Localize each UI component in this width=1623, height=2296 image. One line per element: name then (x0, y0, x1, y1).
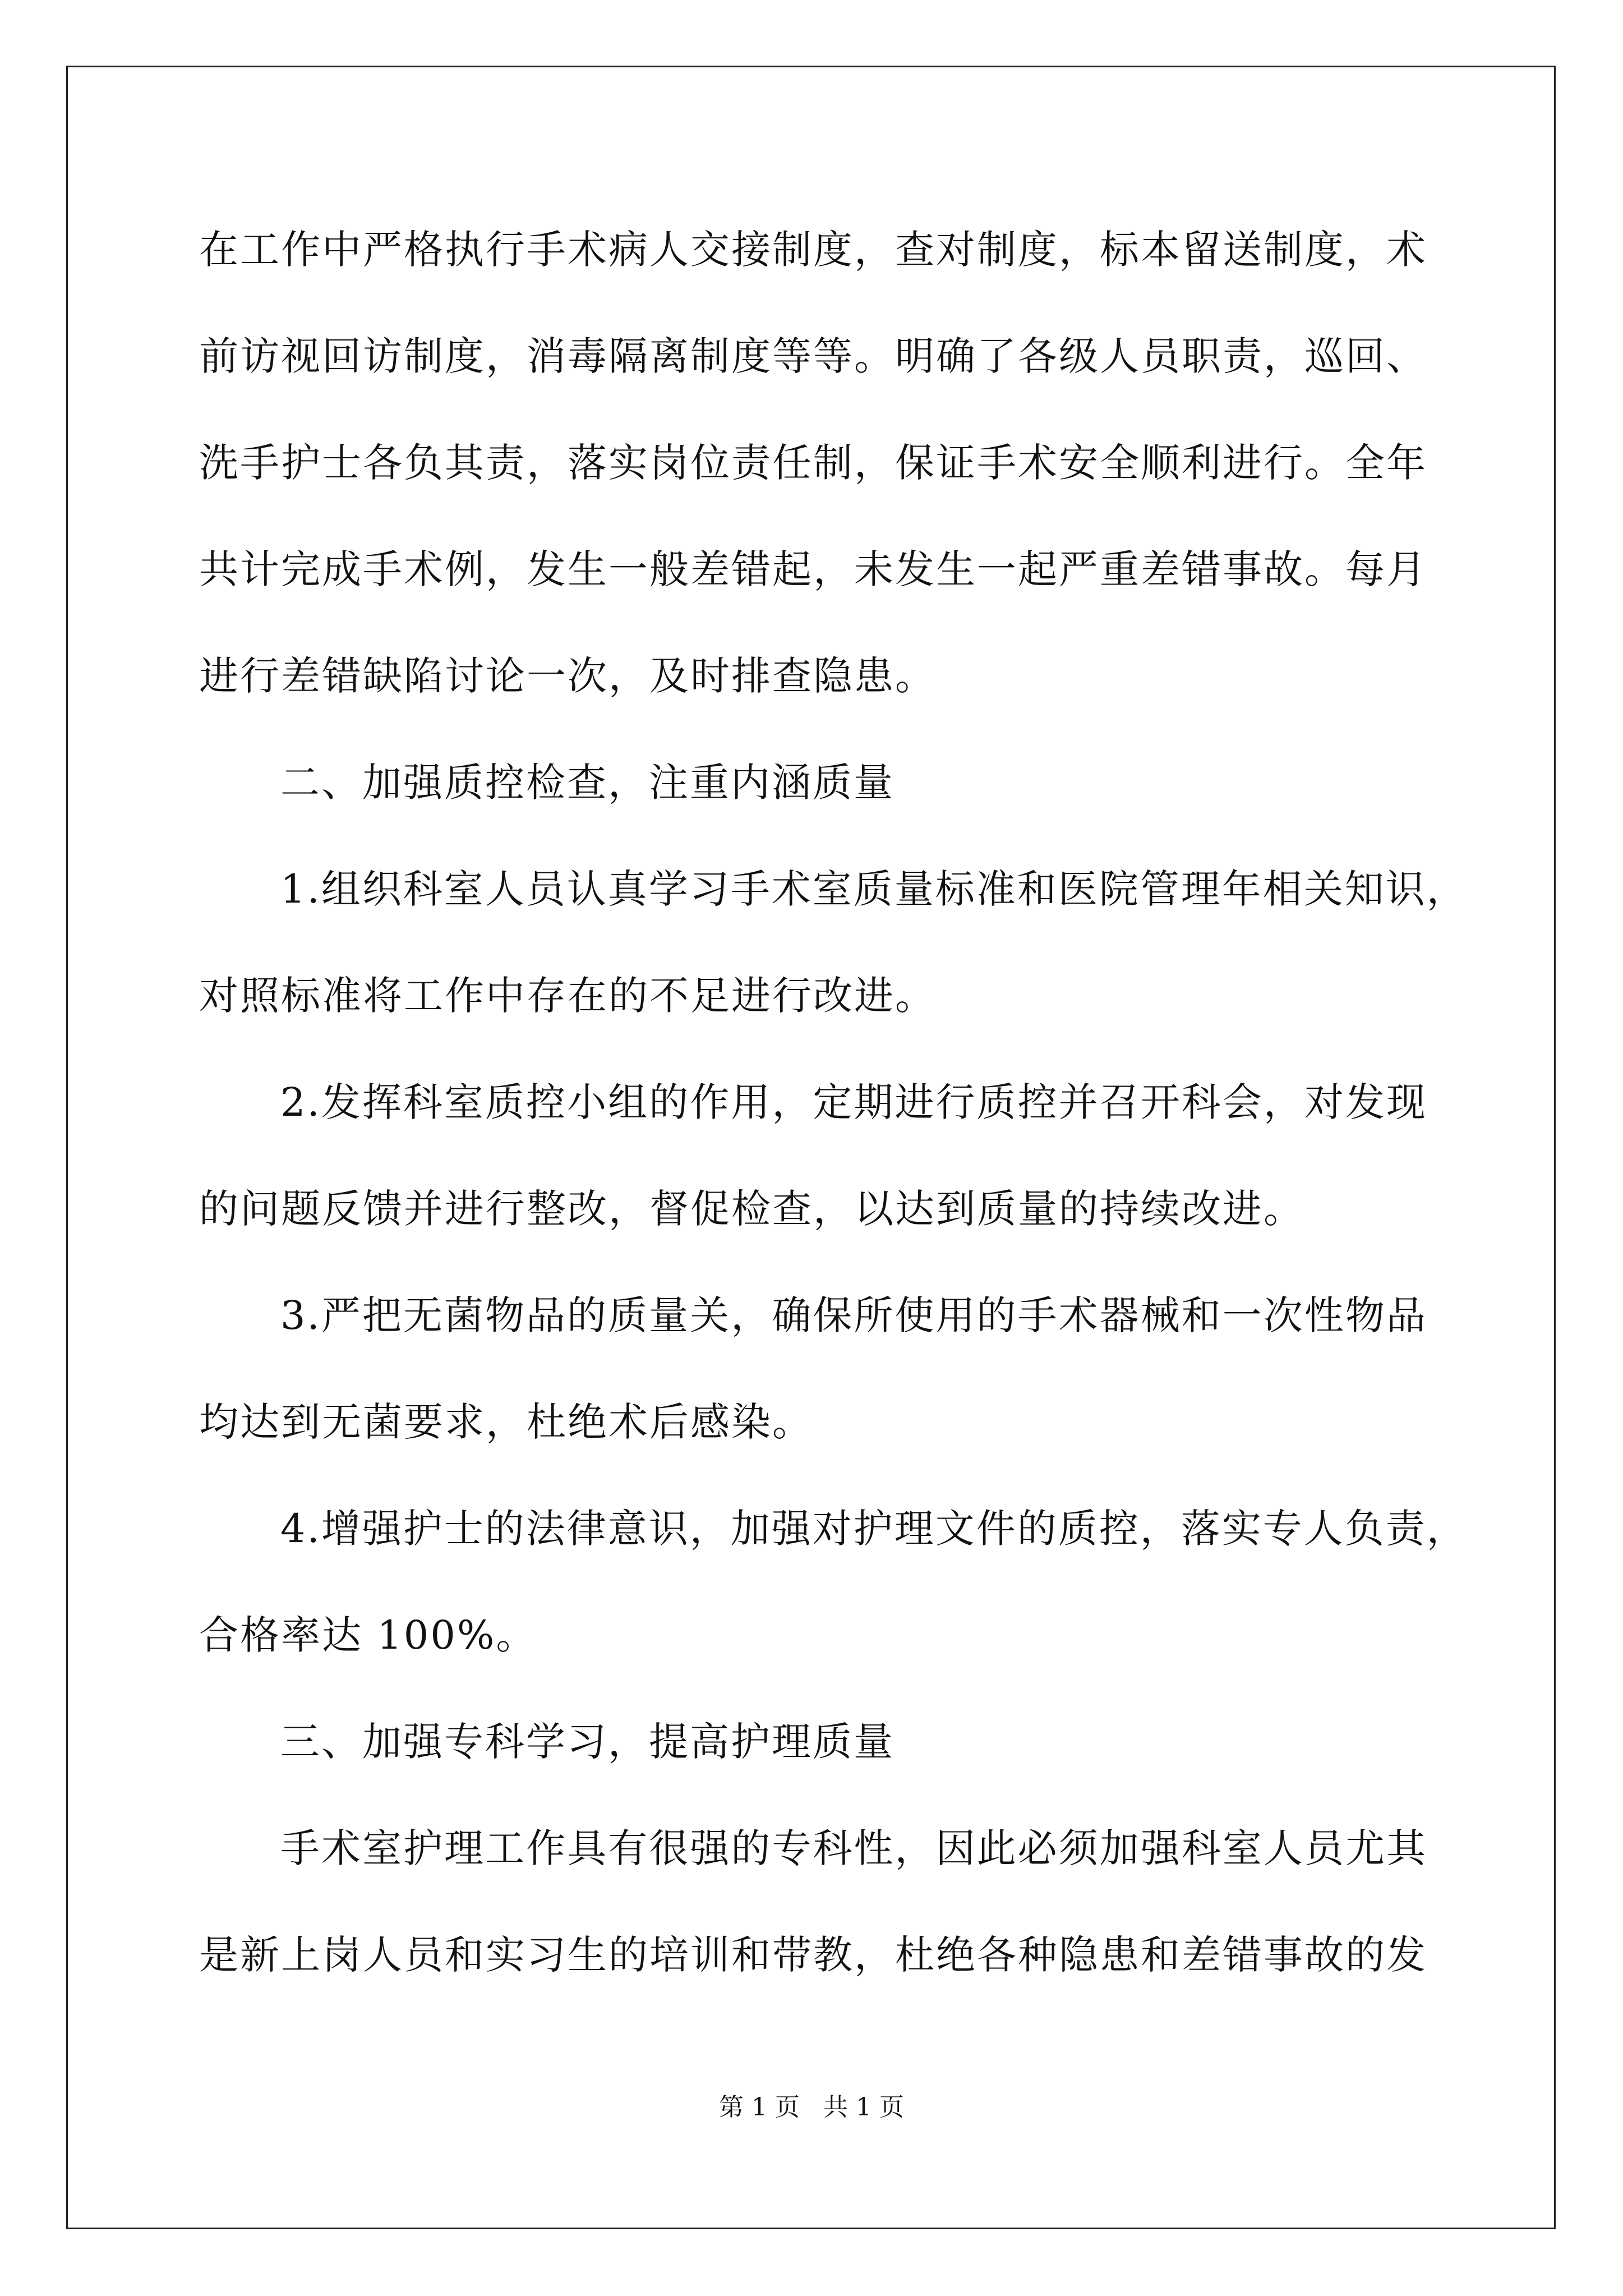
text-line: 手术室护理工作具有很强的专科性，因此必须加强科室人员尤其 (280, 1825, 1427, 1871)
text-line: 均达到无菌要求，杜绝术后感染。 (199, 1399, 813, 1445)
page-total: 共 1 页 (823, 2093, 904, 2122)
text-line: 1.组织科室人员认真学习手术室质量标准和医院管理年相关知识， (280, 866, 1468, 912)
text-line: 合格率达 100%。 (199, 1612, 537, 1658)
text-line: 是新上岗人员和实习生的培训和带教，杜绝各种隐患和差错事故的发 (199, 1932, 1427, 1978)
text-line: 3.严把无菌物品的质量关，确保所使用的手术器械和一次性物品 (280, 1292, 1427, 1338)
text-line: 二、加强质控检查，注重内涵质量 (280, 760, 895, 806)
text-line: 三、加强专科学习，提高护理质量 (280, 1719, 895, 1765)
text-line: 2.发挥科室质控小组的作用，定期进行质控并召开科会，对发现 (280, 1079, 1427, 1125)
text-line: 洗手护士各负其责，落实岗位责任制，保证手术安全顺利进行。全年 (199, 440, 1427, 486)
page-number: 第 1 页 (719, 2093, 800, 2122)
document-body (199, 216, 1468, 2028)
text-line: 前访视回访制度，消毒隔离制度等等。明确了各级人员职责，巡回、 (199, 333, 1427, 379)
text-line: 共计完成手术例，发生一般差错起，未发生一起严重差错事故。每月 (199, 546, 1427, 592)
text-line: 在工作中严格执行手术病人交接制度，查对制度，标本留送制度，术 (199, 227, 1427, 273)
text-line: 的问题反馈并进行整改，督促检查，以达到质量的持续改进。 (199, 1186, 1304, 1232)
text-line: 4.增强护士的法律意识，加强对护理文件的质控，落实专人负责， (280, 1506, 1468, 1552)
page-footer (0, 2091, 1623, 2124)
text-line: 进行差错缺陷讨论一次，及时排查隐患。 (199, 653, 936, 699)
text-line: 对照标准将工作中存在的不足进行改进。 (199, 973, 936, 1019)
